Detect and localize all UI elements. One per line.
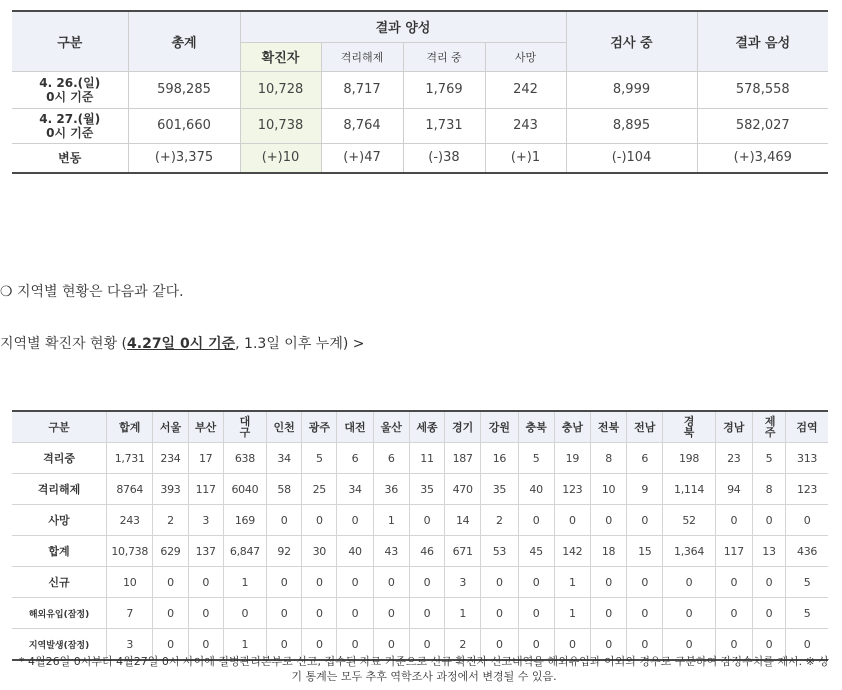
regional-cell: 0	[153, 567, 188, 598]
regional-cell: 9	[627, 474, 663, 505]
regional-cell: 17	[188, 443, 223, 474]
regional-cell: 0	[409, 567, 444, 598]
regional-header: 부산	[188, 411, 223, 443]
header-released: 격리해제	[321, 42, 403, 71]
regional-cell: 0	[554, 629, 590, 661]
regional-header: 검역	[786, 411, 828, 443]
regional-cell: 0	[302, 629, 337, 661]
regional-cell: 0	[518, 567, 554, 598]
regional-cell: 8764	[107, 474, 153, 505]
regional-cell: 2	[153, 505, 188, 536]
regional-cell: 0	[663, 567, 715, 598]
regional-cell: 243	[107, 505, 153, 536]
regional-cell: 142	[554, 536, 590, 567]
cell-deaths: 243	[485, 108, 566, 143]
regional-cell: 30	[302, 536, 337, 567]
regional-cell: 1,364	[663, 536, 715, 567]
cell-deaths: 242	[485, 71, 566, 108]
regional-cell: 1,114	[663, 474, 715, 505]
regional-header: 울산	[373, 411, 409, 443]
regional-cell: 6	[373, 443, 409, 474]
regional-cell: 0	[481, 629, 518, 661]
regional-cell: 0	[409, 505, 444, 536]
regional-cell: 470	[445, 474, 481, 505]
regional-cell: 0	[337, 505, 373, 536]
header-deaths: 사망	[485, 42, 566, 71]
regional-cell: 46	[409, 536, 444, 567]
regional-cell: 0	[373, 567, 409, 598]
regional-cell: 0	[373, 598, 409, 629]
regional-cell: 117	[715, 536, 752, 567]
regional-cell: 6040	[223, 474, 266, 505]
regional-cell: 638	[223, 443, 266, 474]
regional-cell: 2	[445, 629, 481, 661]
regional-cell: 123	[786, 474, 828, 505]
regional-cell: 34	[337, 474, 373, 505]
cell-testing: (-)104	[566, 143, 697, 173]
regional-cell: 0	[627, 598, 663, 629]
regional-cell: 0	[409, 629, 444, 661]
regional-cell: 10	[590, 474, 626, 505]
regional-cell: 0	[627, 629, 663, 661]
regional-table-caption: 지역별 확진자 현황 (4.27일 0시 기준, 1.3일 이후 누계) >	[0, 336, 365, 352]
regional-cell: 1	[445, 598, 481, 629]
cell-total: (+)3,375	[128, 143, 240, 173]
regional-cell: 0	[337, 598, 373, 629]
regional-cell: 123	[554, 474, 590, 505]
regional-cell: 393	[153, 474, 188, 505]
regional-cell: 2	[481, 505, 518, 536]
regional-row	[12, 598, 828, 629]
regional-header: 경남	[715, 411, 752, 443]
regional-cell: 1,731	[107, 443, 153, 474]
regional-cell: 11	[409, 443, 444, 474]
regional-cell: 5	[302, 443, 337, 474]
cell-confirmed: (+)10	[240, 143, 321, 173]
regional-cell: 8	[752, 474, 785, 505]
summary-row	[12, 71, 828, 108]
regional-cell: 0	[188, 567, 223, 598]
regional-cell: 10,738	[107, 536, 153, 567]
regional-cell: 0	[223, 598, 266, 629]
cell-testing: 8,895	[566, 108, 697, 143]
regional-header: 제주	[752, 411, 785, 443]
regional-cell: 0	[590, 567, 626, 598]
header-positive: 결과 양성	[240, 11, 566, 42]
regional-cell: 5	[518, 443, 554, 474]
cell-released: (+)47	[321, 143, 403, 173]
regional-header: 대구	[223, 411, 266, 443]
regional-cell: 0	[590, 629, 626, 661]
regional-cell: 313	[786, 443, 828, 474]
summary-table	[12, 10, 828, 174]
header-category: 구분	[12, 11, 128, 71]
header-testing: 검사 중	[566, 11, 697, 71]
regional-cell: 0	[373, 629, 409, 661]
row-label: 4. 26.(일) 0시 기준	[12, 71, 128, 108]
cell-total: 598,285	[128, 71, 240, 108]
regional-row	[12, 567, 828, 598]
regional-cell: 0	[267, 629, 302, 661]
regional-cell: 0	[409, 598, 444, 629]
regional-cell: 0	[752, 567, 785, 598]
regional-row-label: 사망	[12, 505, 107, 536]
regional-cell: 0	[481, 567, 518, 598]
regional-cell: 36	[373, 474, 409, 505]
regional-header: 전북	[590, 411, 626, 443]
regional-header: 대전	[337, 411, 373, 443]
regional-cell: 0	[188, 598, 223, 629]
regional-cell: 35	[409, 474, 444, 505]
regional-cell: 0	[267, 505, 302, 536]
regional-cell: 117	[188, 474, 223, 505]
header-negative: 결과 음성	[697, 11, 828, 71]
regional-cell: 35	[481, 474, 518, 505]
cell-isolated: 1,769	[403, 71, 485, 108]
regional-row	[12, 505, 828, 536]
regional-cell: 13	[752, 536, 785, 567]
regional-cell: 52	[663, 505, 715, 536]
regional-cell: 234	[153, 443, 188, 474]
regional-cell: 0	[715, 598, 752, 629]
regional-cell: 187	[445, 443, 481, 474]
regional-cell: 0	[663, 629, 715, 661]
regional-cell: 6	[337, 443, 373, 474]
regional-cell: 0	[302, 505, 337, 536]
regional-cell: 5	[786, 598, 828, 629]
regional-row-label: 신규	[12, 567, 107, 598]
regional-cell: 0	[752, 505, 785, 536]
regional-cell: 671	[445, 536, 481, 567]
caption-date: 4.27일 0시 기준	[127, 336, 236, 352]
cell-isolated: 1,731	[403, 108, 485, 143]
regional-row	[12, 474, 828, 505]
regional-cell: 10	[107, 567, 153, 598]
regional-header: 전남	[627, 411, 663, 443]
regional-row	[12, 536, 828, 567]
regional-header: 강원	[481, 411, 518, 443]
regional-cell: 19	[554, 443, 590, 474]
regional-cell: 18	[590, 536, 626, 567]
row-label: 4. 27.(월) 0시 기준	[12, 108, 128, 143]
cell-total: 601,660	[128, 108, 240, 143]
cell-released: 8,717	[321, 71, 403, 108]
regional-cell: 0	[663, 598, 715, 629]
regional-cell: 6	[627, 443, 663, 474]
regional-cell: 6,847	[223, 536, 266, 567]
regional-cell: 0	[518, 629, 554, 661]
header-total: 총계	[128, 11, 240, 71]
regional-row	[12, 443, 828, 474]
regional-cell: 0	[518, 598, 554, 629]
regional-cell: 58	[267, 474, 302, 505]
regional-table	[12, 410, 828, 661]
regional-cell: 0	[481, 598, 518, 629]
regional-row-label: 격리해제	[12, 474, 107, 505]
regional-cell: 0	[786, 505, 828, 536]
regional-cell: 15	[627, 536, 663, 567]
footnote: * 4월26일 0시부터 4월27일 0시 사이에 질병관리본부로 신고, 접수된 자료 기준으로 신규 확진자 신고내역을 해외유입과 이외의 경우로 구분하여 잠정수치를 제시. ※ 상기 통계는 모두 추후 역학조사 과정에서 변경될 수 있음.	[19, 655, 829, 683]
regional-row-label: 격리중	[12, 443, 107, 474]
regional-cell: 0	[337, 629, 373, 661]
regional-cell: 25	[302, 474, 337, 505]
regional-cell: 34	[267, 443, 302, 474]
regional-cell: 169	[223, 505, 266, 536]
regional-cell: 0	[627, 505, 663, 536]
regional-cell: 92	[267, 536, 302, 567]
summary-row	[12, 143, 828, 173]
regional-cell: 0	[518, 505, 554, 536]
regional-cell: 53	[481, 536, 518, 567]
regional-cell: 40	[518, 474, 554, 505]
regional-cell: 16	[481, 443, 518, 474]
regional-cell: 3	[107, 629, 153, 661]
regional-header: 경북	[663, 411, 715, 443]
header-confirmed: 확진자	[240, 42, 321, 71]
row-label: 변동	[12, 143, 128, 173]
regional-cell: 43	[373, 536, 409, 567]
regional-cell: 5	[752, 443, 785, 474]
regional-cell: 23	[715, 443, 752, 474]
regional-cell: 3	[445, 567, 481, 598]
regional-cell: 0	[715, 567, 752, 598]
regional-header: 충남	[554, 411, 590, 443]
regional-cell: 629	[153, 536, 188, 567]
regional-header: 합계	[107, 411, 153, 443]
regional-header: 세종	[409, 411, 444, 443]
cell-confirmed: 10,728	[240, 71, 321, 108]
regional-header: 구분	[12, 411, 107, 443]
regional-header: 인천	[267, 411, 302, 443]
cell-released: 8,764	[321, 108, 403, 143]
regional-header: 광주	[302, 411, 337, 443]
regional-cell: 1	[223, 567, 266, 598]
regional-row-label: 지역발생(잠정)	[12, 629, 107, 661]
regional-row-label: 합계	[12, 536, 107, 567]
regional-cell: 0	[153, 629, 188, 661]
regional-cell: 0	[302, 567, 337, 598]
regional-cell: 0	[337, 567, 373, 598]
regional-cell: 8	[590, 443, 626, 474]
regional-cell: 0	[786, 629, 828, 661]
regional-cell: 94	[715, 474, 752, 505]
regional-cell: 0	[188, 629, 223, 661]
cell-deaths: (+)1	[485, 143, 566, 173]
regional-cell: 0	[267, 567, 302, 598]
regional-cell: 0	[153, 598, 188, 629]
regional-cell: 0	[267, 598, 302, 629]
regional-header: 서울	[153, 411, 188, 443]
regional-cell: 0	[715, 505, 752, 536]
regional-cell: 198	[663, 443, 715, 474]
summary-row	[12, 108, 828, 143]
regional-cell: 14	[445, 505, 481, 536]
regional-cell: 0	[302, 598, 337, 629]
regional-cell: 45	[518, 536, 554, 567]
regional-row-label: 해외유입(잠정)	[12, 598, 107, 629]
regional-cell: 0	[554, 505, 590, 536]
regional-cell: 0	[752, 629, 785, 661]
regional-header: 충북	[518, 411, 554, 443]
cell-isolated: (-)38	[403, 143, 485, 173]
cell-testing: 8,999	[566, 71, 697, 108]
regional-cell: 0	[627, 567, 663, 598]
regional-cell: 7	[107, 598, 153, 629]
regional-cell: 0	[752, 598, 785, 629]
regional-cell: 0	[715, 629, 752, 661]
regional-cell: 137	[188, 536, 223, 567]
regional-cell: 5	[786, 567, 828, 598]
regional-intro-text: ❍ 지역별 현황은 다음과 같다.	[0, 284, 184, 300]
regional-cell: 436	[786, 536, 828, 567]
regional-header: 경기	[445, 411, 481, 443]
regional-cell: 40	[337, 536, 373, 567]
cell-negative: 578,558	[697, 71, 828, 108]
regional-cell: 1	[554, 598, 590, 629]
regional-cell: 0	[590, 505, 626, 536]
regional-cell: 0	[590, 598, 626, 629]
cell-confirmed: 10,738	[240, 108, 321, 143]
header-isolated: 격리 중	[403, 42, 485, 71]
regional-cell: 3	[188, 505, 223, 536]
cell-negative: 582,027	[697, 108, 828, 143]
regional-cell: 1	[554, 567, 590, 598]
regional-cell: 1	[373, 505, 409, 536]
cell-negative: (+)3,469	[697, 143, 828, 173]
regional-cell: 1	[223, 629, 266, 661]
